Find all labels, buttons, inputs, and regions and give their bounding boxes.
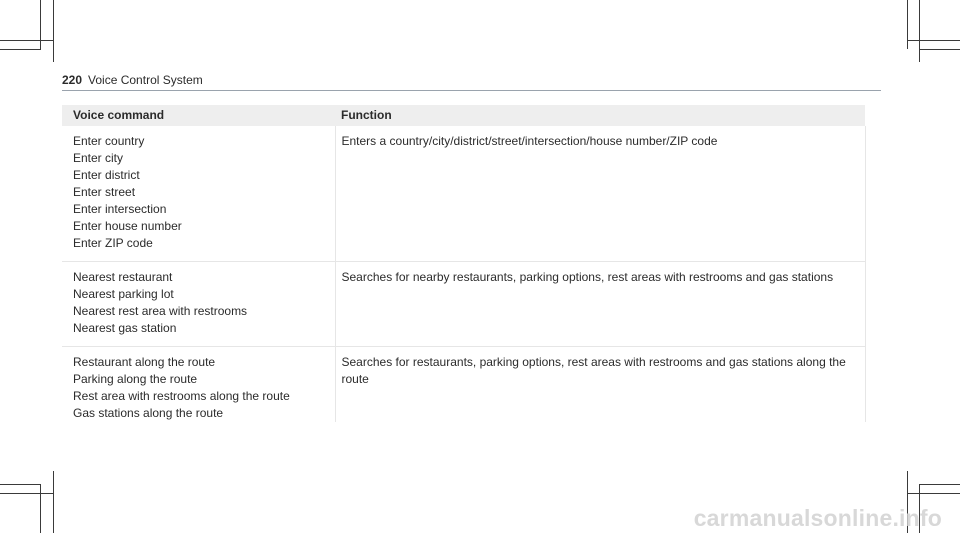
- function-cell: Searches for restaurants, parking options, rest areas with restrooms and gas stations along the route: [335, 347, 865, 423]
- column-header-voice-command: Voice command: [62, 105, 335, 126]
- crop-mark: [919, 0, 920, 62]
- command-item: Enter city: [73, 151, 124, 165]
- crop-mark: [0, 49, 40, 50]
- command-item: Nearest rest area with restrooms: [73, 304, 248, 318]
- table-header-row: [62, 105, 865, 126]
- command-item: Rest area with restrooms along the route: [73, 389, 290, 403]
- command-item: Enter house number: [73, 219, 182, 233]
- crop-mark: [53, 0, 54, 62]
- page-number: 220: [62, 73, 83, 87]
- crop-mark: [53, 471, 54, 533]
- crop-mark: [919, 484, 960, 485]
- command-item: Enter intersection: [73, 202, 167, 216]
- crop-mark: [0, 484, 40, 485]
- command-cell: [62, 262, 335, 347]
- crop-mark: [919, 49, 960, 50]
- command-item: Enter ZIP code: [73, 236, 153, 250]
- watermark: carmanualsonline.info: [693, 505, 942, 531]
- crop-mark: [0, 40, 53, 41]
- crop-mark: [40, 484, 41, 533]
- table-row: [62, 262, 865, 347]
- command-item: Nearest gas station: [73, 321, 177, 335]
- voice-command-table: [62, 105, 866, 422]
- command-item: Nearest parking lot: [73, 287, 174, 301]
- section-title: Voice Control System: [88, 73, 203, 87]
- crop-mark: [907, 493, 960, 494]
- crop-mark: [40, 0, 41, 50]
- command-item: Restaurant along the route: [73, 355, 216, 369]
- column-header-function: Function: [335, 105, 865, 126]
- command-item: Parking along the route: [73, 372, 198, 386]
- command-item: Enter country: [73, 134, 145, 148]
- command-item: Nearest restaurant: [73, 270, 173, 284]
- table-row: [62, 347, 865, 423]
- command-item: Enter district: [73, 168, 140, 182]
- crop-mark: [907, 40, 960, 41]
- function-cell: Searches for nearby restaurants, parking options, rest areas with restrooms and gas stations: [335, 262, 865, 347]
- command-item: Enter street: [73, 185, 136, 199]
- crop-mark: [907, 0, 908, 49]
- command-cell: [62, 126, 335, 262]
- crop-mark: [0, 493, 53, 494]
- page-header: [62, 73, 881, 91]
- table-row: [62, 126, 865, 262]
- command-cell: [62, 347, 335, 423]
- command-item: Gas stations along the route: [73, 406, 224, 420]
- function-cell: Enters a country/city/district/street/intersection/house number/ZIP code: [335, 126, 865, 262]
